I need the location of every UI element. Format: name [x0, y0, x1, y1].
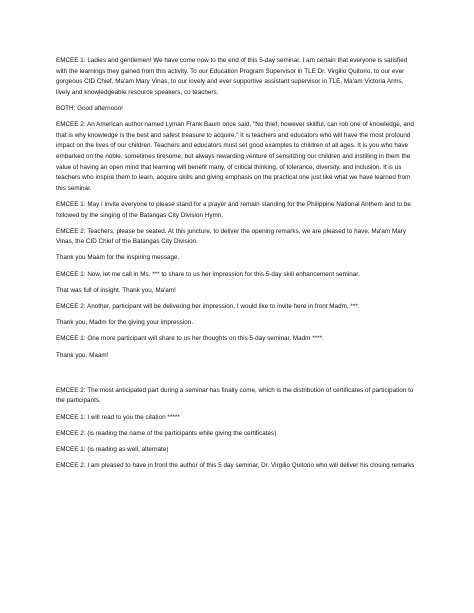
paragraph-certificates: EMCEE 2: The most anticipated part during a seminar has finally come, which is the distribution of certificates of participation to the participants. — [56, 386, 414, 405]
section-gap — [56, 367, 418, 386]
paragraph-opening-remarks: EMCEE 2: Teachers, please be seated. At this juncture, to deliver the opening remarks, we are pleased to have, Ma'am Mary Vinas, the CID Chief of the Batangas City Division. — [56, 227, 407, 246]
paragraph-closing-remarks: EMCEE 2: I am pleased to have in front the author of this 5 day seminar, Dr. Virgilio Quitorio who will deliver his closing remarks — [56, 462, 415, 470]
paragraph-impression-thanks: Thank you, Madm for the giving your impression. — [56, 319, 194, 327]
paragraph-prayer-invitation: EMCEE 1: May I invite everyone to please stand for a prayer and remain standing for the Philippine National Anthem and to be followed by the singing of the Batangas City Division Hymn. — [56, 200, 411, 219]
paragraph-reading-names: EMCEE 2: (is reading the name of the participants while giving the certificates) — [56, 429, 277, 437]
paragraph-baum-quote: EMCEE 2: An American author named Lyman Frank Baum once said, "No thief, however skillful, can rob one of knowledge, and that is why knowledge is the best and safest treasure to acquire." It is teachers and educators who will have the most profound impact on the lives of our children. Teachers and educators must set good examples to children of all ages. It is you who have embarked on the noble, sometimes tiresome, but always rewarding venture of sensitizing our children and instilling in them the value of having an open mind that learning will benefit many, of critical thinking, of tolerance, diversity, and inclusion. It is us teachers who inspire them to learn, acquire skills and giving emphasis on the practical one just like what we have learned from this seminar. — [56, 121, 414, 192]
paragraph-alternate-reading: EMCEE 1: (is reading as well, alternate) — [56, 445, 169, 453]
paragraph-another-participant: EMCEE 2: Another, participant will be delivering her impression, I would like to invite here in front Madm, ***. — [56, 303, 360, 311]
paragraph-impression-call: EMCEE 1: Now, let me call in Ms. *** to share to us her impression for this 5-day skill enhancement seminar. — [56, 270, 360, 278]
document-page — [56, 56, 418, 477]
paragraph-final-thanks: Thank you, Maam! — [56, 351, 109, 359]
paragraph-insight-thanks: That was full of insight. Thank you, Ma'am! — [56, 286, 176, 294]
paragraph-one-more-participant: EMCEE 1: One more participant will share to us her thoughts on this 5-day seminar. Madm ****. — [56, 335, 324, 343]
paragraph-closing-greeting: EMCEE 1: Ladies and gentlemen! We have come now to the end of this 5-day seminar. I am certain that everyone is satisfied with the learnings they gained from this activity. To our Education Program Supervisor in TLE Dr. Virgilio Quitorio, to our ever gorgeous CID Chief, Ma'am Mary Vinas, to our lovely and ever supportive assistant supervisor in TLE, Ma'am Victoria Arms, lively and knowledgeable resource speakers, co teachers. — [56, 57, 408, 96]
paragraph-both-greeting: BOTH: Good afternoon! — [56, 104, 123, 112]
paragraph-citation: EMCEE 1: I will read to you the citation ***** — [56, 413, 180, 421]
paragraph-thanks-message: Thank you Maam for the inspiring message. — [56, 254, 180, 262]
